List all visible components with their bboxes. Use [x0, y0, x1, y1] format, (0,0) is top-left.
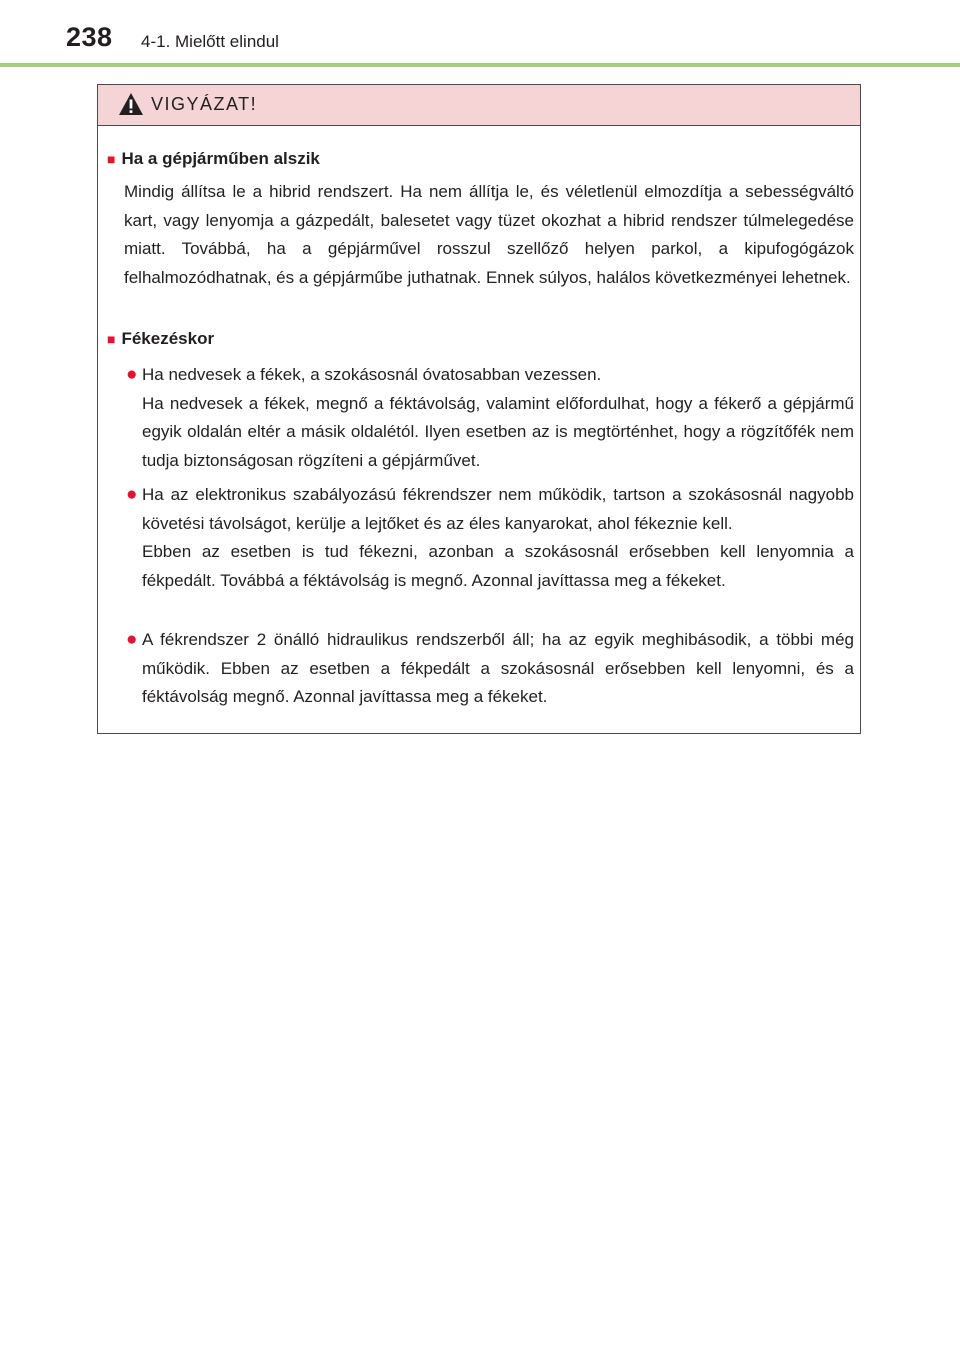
warning-box [97, 84, 861, 734]
warning-triangle-icon [118, 92, 144, 116]
section-heading-sleeping: ■ Ha a gépjárműben alszik [107, 149, 320, 168]
page-number: 238 [66, 22, 113, 52]
square-bullet-icon: ■ [107, 331, 116, 347]
list-item [124, 481, 854, 595]
section-text-sleeping: Mindig állítsa le a hibrid rendszert. Ha nem állítja le, és véletlenül elmozdítja a sebességváltó kart, vagy lenyomja a gázpedált, balesetet vagy tüzet okozhat a hibrid rendszer túlmelegedése miatt. Továbbá, ha a gépjárművel rosszul szellőző helyen parkol, a kipufogógázok felhalmozódhatnak, és a gépjárműbe juthatnak. Ennek súlyos, halálos következményei lehetnek. [124, 182, 854, 287]
round-bullet-icon: ● [126, 629, 138, 650]
header-divider [0, 63, 960, 67]
section-heading-braking: ■ Fékezéskor [107, 329, 215, 348]
round-bullet-icon: ● [126, 364, 138, 385]
bullet-line: Ha nedvesek a fékek, a szokásosnál óvatosabban vezessen. [142, 365, 602, 384]
bullet-line: Ebben az esetben is tud fékezni, azonban a szokásosnál erősebben kell lenyomnia a fékpedált. Továbbá a féktávolság is megnő. Azonnal javíttassa meg a fékeket. [142, 542, 854, 590]
warning-header [98, 85, 860, 126]
bullet-line: A fékrendszer 2 önálló hidraulikus rendszerből áll; ha az egyik meghibásodik, a többi még működik. Ebben az esetben a fékpedált a szokásosnál erősebben kell lenyomni, és a féktávolság megnő. Azonnal javíttassa meg a fékeket. [142, 630, 854, 706]
page-header [0, 0, 960, 62]
bullet-line: Ha nedvesek a fékek, megnő a féktávolság, valamint előfordulhat, hogy a fékerő a gépjármű egyik oldalán eltér a másik oldalétól. Ilyen esetben az is megtörténhet, hogy a rögzítőfék nem tudja biztonságosan rögzíteni a gépjárművet. [142, 393, 854, 470]
list-item [124, 626, 854, 712]
round-bullet-icon: ● [126, 484, 138, 505]
warning-title: VIGYÁZAT! [151, 94, 258, 114]
square-bullet-icon: ■ [107, 151, 116, 167]
section-title: 4-1. Mielőtt elindul [141, 32, 279, 51]
list-item [124, 361, 854, 475]
bullet-line: Ha az elektronikus szabályozású fékrendszer nem működik, tartson a szokásosnál nagyobb követési távolságot, kerülje a lejtőket és az éles kanyarokat, ahol fékeznie kell. [142, 485, 854, 533]
